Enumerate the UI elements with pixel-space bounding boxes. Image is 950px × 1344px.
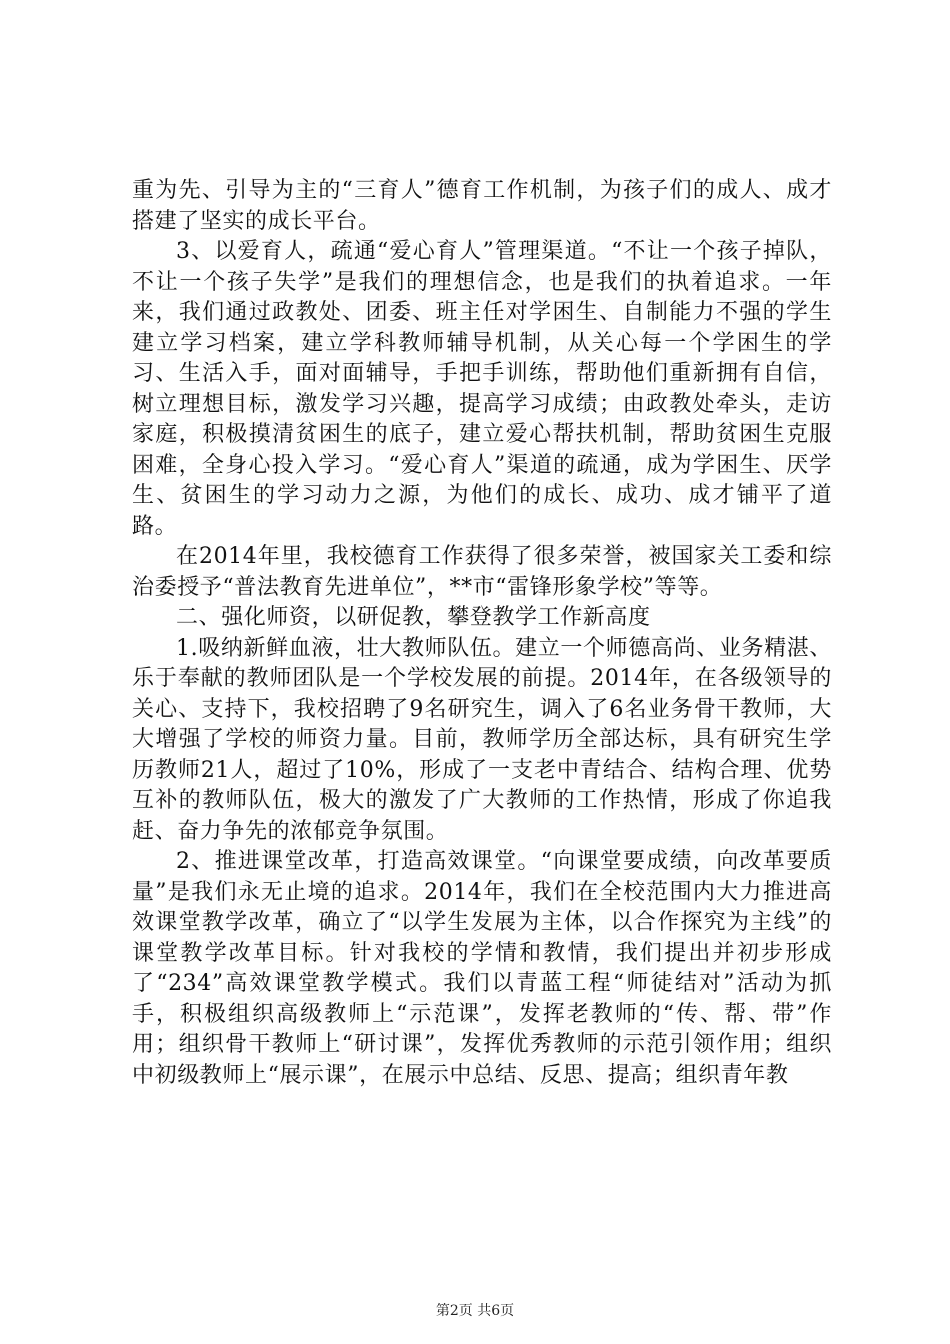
paragraph-2: 3、以爱育人，疏通“爱心育人”管理渠道。“不让一个孩子掉队，不让一个孩子失学”是我们的理想信念，也是我们的执着追求。一年来，我们通过政教处、团委、班主任对学困生、自制能力不强的学生建立学习档案，建立学科教师辅导机制，从关心每一个学困生的学习、生活入手，面对面辅导，手把手训练，帮助他们重新拥有自信，树立理想目标，激发学习兴趣，提高学习成绩；由政教处牵头，走访家庭，积极摸清贫困生的底子，建立爱心帮扶机制，帮助贫困生克服困难，全身心投入学习。“爱心育人”渠道的疏通，成为学困生、厌学生、贫困生的学习动力之源，为他们的成长、成功、成才铺平了道路。	[132, 239, 832, 539]
paragraph-5: 2、推进课堂改革，打造高效课堂。“向课堂要成绩，向改革要质量”是我们永无止境的追求。2014年，我们在全校范围内大力推进高效课堂教学改革，确立了“以学生发展为主体，以合作探究为主线”的课堂教学改革目标。针对我校的学情和教情，我们提出并初步形成了“234”高效课堂教学模式。我们以青蓝工程“师徒结对”活动为抓手，积极组织高级教师上“示范课”，发挥老教师的“传、帮、带”作用；组织骨干教师上“研讨课”，发挥优秀教师的示范引领作用；组织中初级教师上“展示课”，在展示中总结、反思、提高；组织青年教	[132, 849, 832, 1088]
section-heading: 二、强化师资，以研促教，攀登教学工作新高度	[176, 605, 651, 630]
body-text	[132, 176, 832, 1091]
paragraph-1: 重为先、引导为主的“三育人”德育工作机制，为孩子们的成人、成才搭建了坚实的成长平台。	[132, 178, 832, 234]
page-footer: 第2页 共6页	[435, 1303, 515, 1319]
paragraph-4: 1.吸纳新鲜血液，壮大教师队伍。建立一个师德高尚、业务精湛、乐于奉献的教师团队是一个学校发展的前提。2014年，在各级领导的关心、支持下，我校招聘了9名研究生，调入了6名业务骨干教师，大大增强了学校的师资力量。目前，教师学历全部达标，具有研究生学历教师21人，超过了10%，形成了一支老中青结合、结构合理、优势互补的教师队伍，极大的激发了广大教师的工作热情，形成了你追我赶、奋力争先的浓郁竞争氛围。	[132, 635, 832, 844]
paragraph-3: 在2014年里，我校德育工作获得了很多荣誉，被国家关工委和综治委授予“普法教育先进单位”，**市“雷锋形象学校”等等。	[132, 544, 832, 600]
